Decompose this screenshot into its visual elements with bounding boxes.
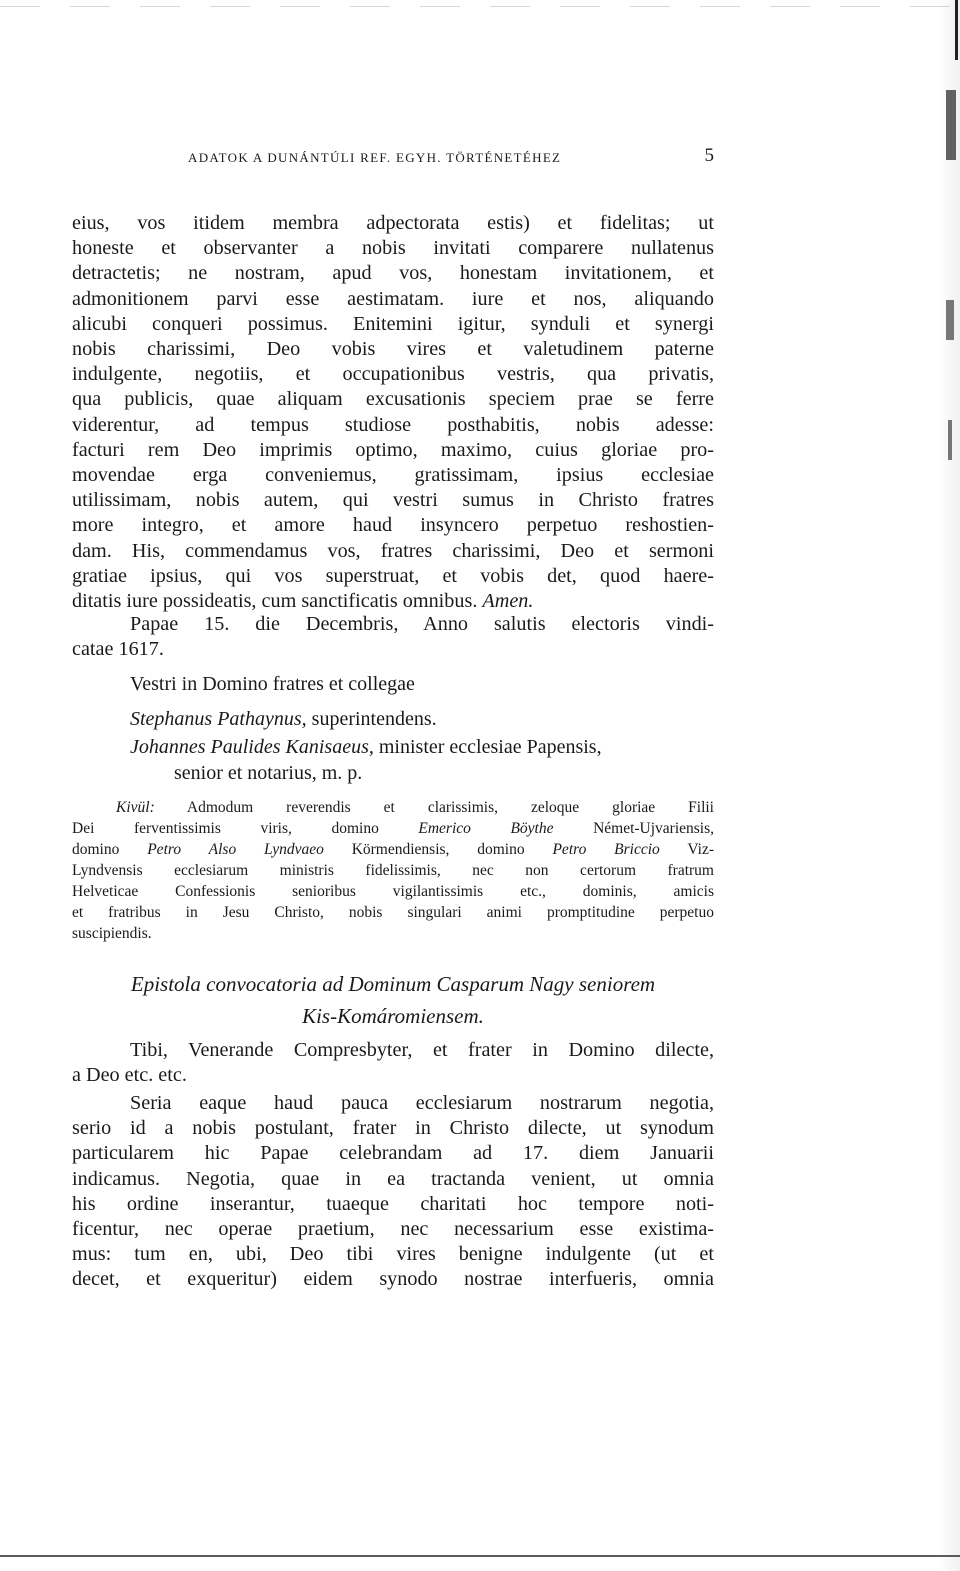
footnote-label: Kivül: [116, 799, 155, 816]
scan-speck [948, 420, 952, 460]
running-title: ADATOK A DUNÁNTÚLI REF. EGYH. TÖRTÉNETÉHEZ [188, 150, 562, 165]
scan-bottom-edge [0, 1555, 960, 1557]
signatory-name: Johannes Paulides Kanisaeus, [130, 736, 374, 758]
footnote-name: Petro Also Lyndvaeo [147, 841, 324, 858]
body-line: admonitionem parvi esse aestimatam. iure et nos, aliquando [72, 287, 714, 310]
body-line: qua publicis, quae aliquam excusationis speciem prae se ferre [72, 388, 714, 411]
second-letter-paragraph [72, 1091, 714, 1293]
date-line: Papae 15. die Decembris, Anno salutis electoris vindi- [130, 613, 714, 635]
body-line-last [72, 589, 714, 614]
body-line: detractetis; ne nostram, apud vos, honestam invitationem, et [72, 262, 714, 285]
body-line: eius, vos itidem membra adpectorata estis) et fidelitas; ut [72, 212, 714, 234]
body-line: his ordine inserantur, tuaeque charitati hoc tempore noti- [72, 1192, 714, 1215]
footnote-line: et fratribus in Jesu Christo, nobis singulari animi promptitudine perpetuo [72, 904, 714, 921]
body-line: particularem hic Papae celebrandam ad 17. diem Januarii [72, 1142, 714, 1165]
body-line: dam. His, commendamus vos, fratres charissimi, Deo et sermoni [72, 539, 714, 562]
footnote-line: suscipiendis. [72, 925, 152, 942]
body-line: Tibi, Venerande Compresbyter, et frater in Domino dilecte, [130, 1039, 714, 1061]
footnote-text: Viz- [687, 841, 714, 858]
body-line: mus: tum en, ubi, Deo tibi vires benigne indulgente (ut et [72, 1243, 714, 1266]
body-line: Seria eaque haud pauca ecclesiarum nostrarum negotia, [130, 1092, 714, 1114]
letter-body [72, 211, 714, 614]
scan-speck [946, 90, 956, 160]
signatory-name: Stephanus Pathaynus, [130, 708, 307, 730]
epistola-title [72, 968, 714, 1032]
signatory-role: superintendens. [311, 708, 437, 730]
footnote-address [72, 797, 714, 944]
date-block [72, 612, 714, 662]
footnote-line [72, 839, 714, 860]
title-line: Kis-Komáromiensem. [302, 1004, 484, 1028]
body-line: alicubi conqueri possimus. Enitemini igitur, synduli et synergi [72, 312, 714, 335]
signatory-role-continued: senior et notarius, m. p. [174, 762, 363, 784]
body-line: ficentur, nec operae praetium, nec necessarium esse existima- [72, 1218, 714, 1241]
body-line: decet, et exqueritur) eidem synodo nostrae interfueris, omnia [72, 1268, 714, 1291]
closing: Vestri in Domino fratres et collegae [130, 673, 415, 695]
footnote-name: Petro Briccio [552, 841, 660, 858]
footnote-text: Dei ferventissimis viris, domino [72, 820, 379, 837]
footnote-name: Emerico Böythe [418, 820, 554, 837]
running-header [188, 145, 714, 166]
amen: Amen. [482, 590, 534, 613]
footnote-text: Admodum reverendis et clarissimis, zeloque gloriae Filii [186, 799, 714, 816]
footnote-text: Német-Ujvariensis, [593, 820, 715, 837]
footnote-line: Lyndvensis ecclesiarum ministris fidelissimis, nec non certorum fratrum [72, 862, 714, 879]
footnote-line [72, 797, 714, 818]
signature-1 [130, 706, 437, 732]
scan-top-edge [0, 6, 960, 7]
signatory-role: minister ecclesiae Papensis, [378, 736, 602, 758]
body-line: honeste et observanter a nobis invitati comparere nullatenus [72, 237, 714, 260]
body-line: more integro, et amore haud insyncero perpetuo reshostien- [72, 514, 714, 537]
footnote-text: Körmendiensis, domino [351, 841, 525, 858]
body-line: utilissimam, nobis autem, qui vestri sumus in Christo fratres [72, 489, 714, 512]
body-line: indicamus. Negotia, quae in ea tractanda venient, ut omnia [72, 1167, 714, 1190]
date-line: catae 1617. [72, 638, 164, 661]
body-line: facturi rem Deo imprimis optimo, maximo, cuius gloriae pro- [72, 438, 714, 461]
scan-speck [955, 0, 958, 60]
body-line: movendae erga conveniemus, gratissimam, ipsius ecclesiae [72, 464, 714, 487]
body-line: a Deo etc. etc. [72, 1064, 187, 1087]
body-line: ditatis iure possideatis, cum sanctificatis omnibus. [72, 590, 478, 613]
second-letter-body [72, 1038, 714, 1088]
footnote-text: domino [72, 841, 120, 858]
footnote-line [72, 818, 714, 839]
scan-right-edge [938, 0, 960, 1571]
page-number: 5 [704, 145, 714, 166]
body-line: indulgente, negotiis, et occupationibus vestris, qua privatis, [72, 363, 714, 386]
body-line: viderentur, ad tempus studiose posthabitis, nobis adesse: [72, 413, 714, 436]
title-line: Epistola convocatoria ad Dominum Casparum Nagy seniorem [130, 972, 656, 996]
scan-speck [946, 300, 954, 340]
body-line: serio id a nobis postulant, frater in Christo dilecte, ut synodum [72, 1117, 714, 1140]
signature-2 [130, 734, 602, 760]
footnote-line: Helveticae Confessionis senioribus vigilantissimis etc., dominis, amicis [72, 883, 714, 900]
body-line: nobis charissimi, Deo vobis vires et valetudinem paterne [72, 338, 714, 361]
body-line: gratiae ipsius, qui vos superstruat, et vobis det, quod haere- [72, 564, 714, 587]
